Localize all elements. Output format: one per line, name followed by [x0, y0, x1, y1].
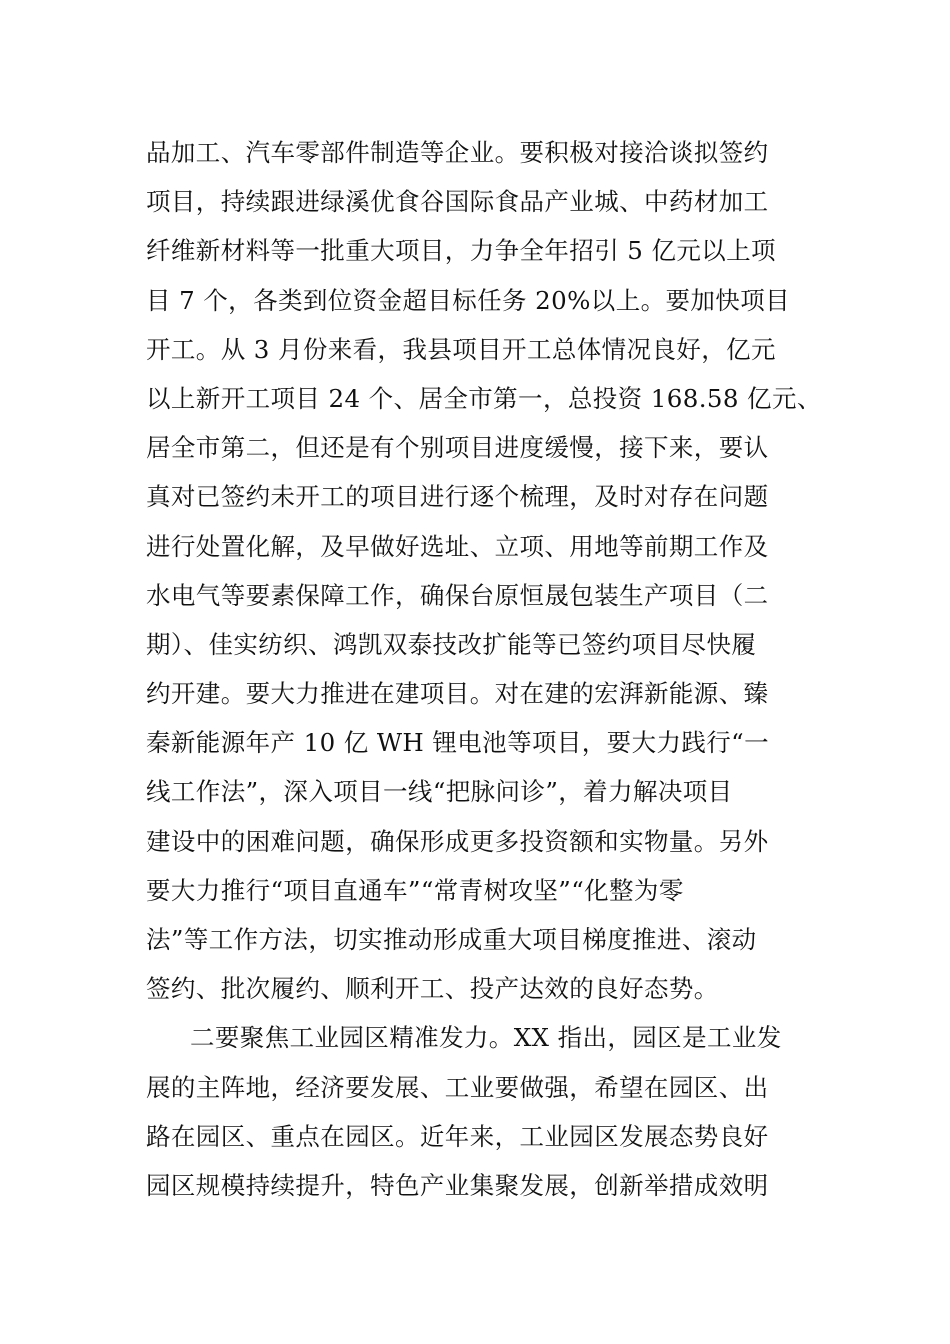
text-line: 法”等工作方法，切实推动形成重大项目梯度推进、滚动 [146, 925, 757, 954]
text-line: 园区规模持续提升，特色产业集聚发展，创新举措成效明 [146, 1170, 769, 1200]
text-line: 期）、佳实纺织、鸿凯双泰技改扩能等已签约项目尽快履 [146, 629, 757, 659]
paragraph-start-line: 二要聚焦工业园区精准发力。XX 指出，园区是工业发 [190, 1023, 782, 1053]
text-line: 进行处置化解，及早做好选址、立项、用地等前期工作及 [146, 531, 769, 561]
text-line: 居全市第二，但还是有个别项目进度缓慢，接下来，要认 [146, 433, 769, 463]
text-line: 水电气等要素保障工作，确保台原恒晟包装生产项目（二 [146, 580, 769, 610]
text-line: 目 7 个，各类到位资金超目标任务 20%以上。要加快项目 [146, 285, 791, 315]
text-line: 展的主阵地，经济要发展、工业要做强，希望在园区、出 [146, 1072, 769, 1102]
text-line: 约开建。要大力推进在建项目。对在建的宏湃新能源、臻 [146, 679, 769, 709]
body-text [146, 128, 826, 1210]
text-line: 纤维新材料等一批重大项目，力争全年招引 5 亿元以上项 [146, 236, 776, 266]
text-line: 要大力推行“项目直通车”“常青树攻坚”“化整为零 [146, 875, 684, 905]
text-line: 以上新开工项目 24 个、居全市第一，总投资 168.58 亿元、 [146, 383, 822, 413]
text-line: 真对已签约未开工的项目进行逐个梳理，及时对存在问题 [146, 482, 769, 512]
text-line: 路在园区、重点在园区。近年来，工业园区发展态势良好 [146, 1121, 769, 1151]
text-line: 项目，持续跟进绿溪优食谷国际食品产业城、中药材加工 [146, 187, 769, 217]
text-line: 开工。从 3 月份来看，我县项目开工总体情况良好，亿元 [146, 334, 776, 364]
text-line: 秦新能源年产 10 亿 WH 锂电池等项目，要大力践行“一 [146, 728, 769, 758]
text-line: 建设中的困难问题，确保形成更多投资额和实物量。另外 [146, 826, 769, 856]
text-line: 签约、批次履约、顺利开工、投产达效的良好态势。 [146, 974, 719, 1004]
text-line: 线工作法”，深入项目一线“把脉问诊”，着力解决项目 [146, 777, 733, 807]
text-line: 品加工、汽车零部件制造等企业。要积极对接洽谈拟签约 [146, 138, 769, 167]
